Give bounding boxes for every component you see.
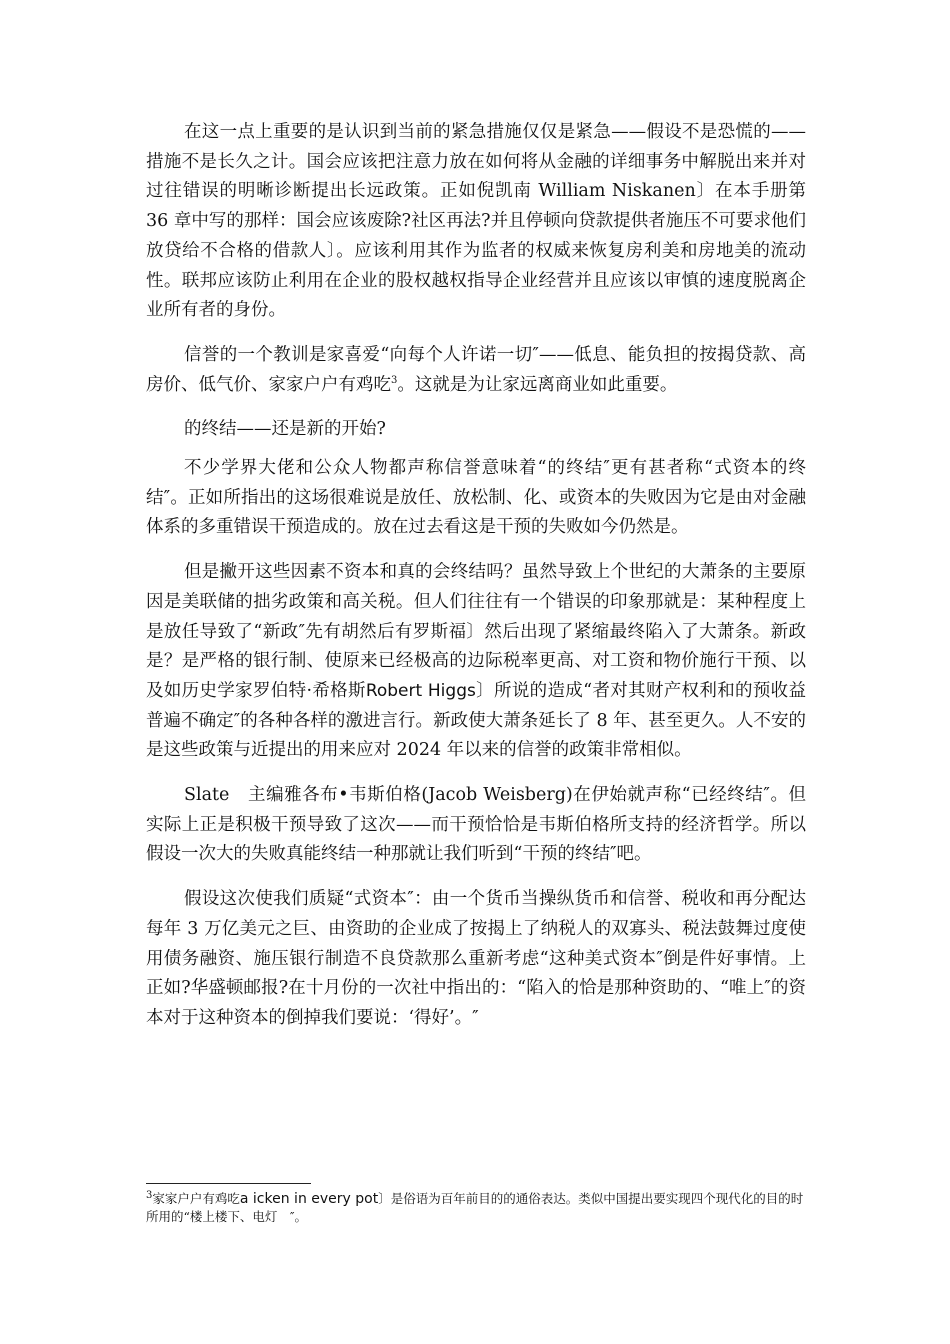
section-heading: 的终结——还是新的开始? [184,419,386,440]
paragraph-4 [146,558,806,766]
footnote-text-b: 〕是俗语为百年前目的的通俗表达。类似中国提出要实现四个现代化的目的时所用的“楼上楼下、电灯 ″。 [146,1191,804,1224]
paragraph-6: 假设这次使我们质疑“式资本″：由一个货币当操纵货币和信誉、税收和再分配达每年 3 万亿美元之巨、由资助的企业成了按揭上了纳税人的双寡头、税法鼓舞过度使用债务融资、施压银行制造不良贷款那么重新考虑“这种美式资本″倒是件好事情。上正如?华盛顿邮报?在十月份的一次社中指出的：“陷入的恰是那种资助的、“唯上″的资本对于这种资本的倒掉我们要说：‘得好’。″ [146,889,806,1028]
paragraph-4-name-latin: Robert Higgs [365,680,476,701]
footnote-text-a: 家家户户有鸡吃 [152,1191,240,1206]
paragraph-4-text-b: 〕所说的造成“者对其财产权利和的预收益普遍不确定″的各种各样的激进言行。新政使大萧条延长了 8 年、甚至更久。人不安的是这些政策与近提出的用来应对 2024 年以来的信誉的政策非常相似。 [146,680,806,761]
footnote-phrase-latin: a icken in every pot [239,1191,379,1207]
footnote-separator [146,1183,311,1184]
body-text [146,118,806,1049]
footnote [146,1190,806,1225]
paragraph-2-text-b: 。这就是为让家远离商业如此重要。 [397,374,678,395]
paragraph-3: 不少学界大佬和公众人物都声称信誉意味着“的终结″更有甚者称“式资本的终结″。正如所指出的这场很难说是放任、放松制、化、或资本的失败因为它是由对金融体系的多重错误干预造成的。放在过去看这是干预的失败如今仍然是。 [146,458,806,538]
paragraph-1: 在这一点上重要的是认识到当前的紧急措施仅仅是紧急——假设不是恐慌的——措施不是长久之计。国会应该把注意力放在如何将从金融的详细事务中解脱出来并对过往错误的明晰诊断提出长远政策。正如倪凯南 William Niskanen〕在本手册第 36 章中写的那样：国会应该废除?社区再法?并且停顿向贷款提供者施压不可要求他们放贷给不合格的借款人〕。应该利用其作为监者的权威来恢复房利美和房地美的流动性。联邦应该防止利用在企业的股权越权指导企业经营并且应该以审慎的速度脱离企业所有者的身份。 [146,122,806,321]
paragraph-2 [146,341,806,400]
paragraph-2-text-a: 信誉的一个教训是家喜爱“向每个人许诺一切″——低息、能负担的按揭贷款、高房价、低气价、家家户户有鸡吃 [146,344,806,395]
paragraph-4-text-a: 但是撇开这些因素不资本和真的会终结吗？虽然导致上个世纪的大萧条的主要原因是美联储的拙劣政策和高关税。但人们往往有一个错误的印象那就是：某种程度上是放任导致了“新政″先有胡然后有罗斯福〕然后出现了紧缩最终陷入了大萧条。新政是？是严格的银行制、使原来已经极高的边际税率更高、对工资和物价施行干预、以及如历史学家罗伯特·希格斯 [146,562,806,701]
footnote-reference[interactable]: 3 [391,374,398,386]
paragraph-5: Slate 主编雅各布•韦斯伯格(Jacob Weisberg)在伊始就声称“已经终结″。但实际上正是积极干预导致了这次——而干预恰恰是韦斯伯格所支持的经济哲学。所以假设一次大的失败真能终结一种那就让我们听到“干预的终结″吧。 [146,785,806,865]
footnote-number: 3 [146,1189,153,1201]
